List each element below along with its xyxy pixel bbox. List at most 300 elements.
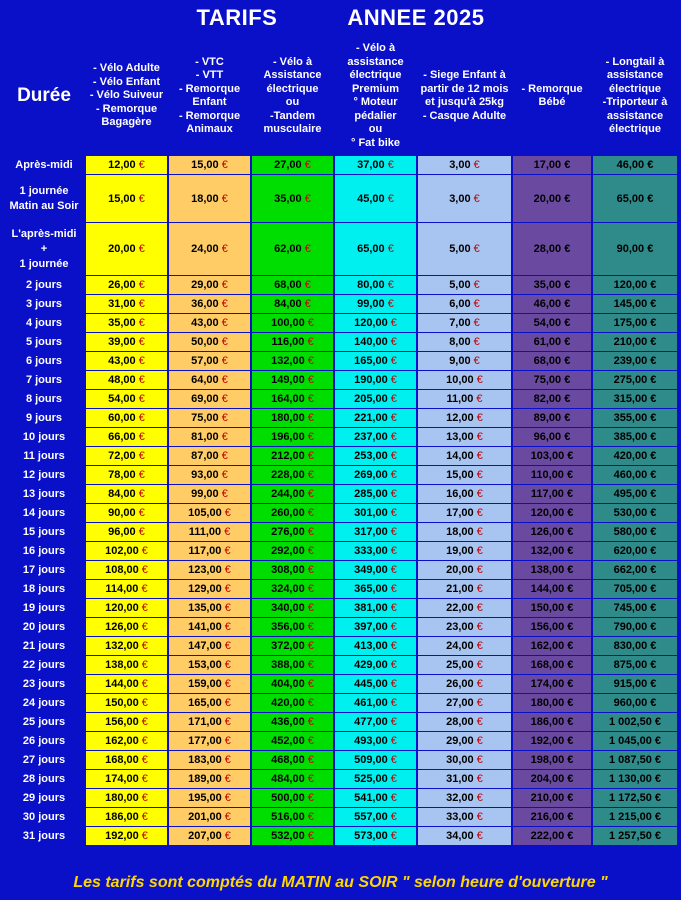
price-velo-adulte bbox=[86, 223, 167, 275]
price-value: 745,00 € bbox=[613, 602, 657, 614]
price-value: 20,00 bbox=[446, 564, 474, 576]
price-value: 308,00 bbox=[271, 564, 305, 576]
euro-symbol: € bbox=[307, 735, 314, 747]
euro-symbol: € bbox=[307, 678, 314, 690]
price-value: 18,00 bbox=[446, 526, 474, 538]
price-value: 9,00 bbox=[449, 355, 471, 367]
euro-symbol: € bbox=[141, 640, 148, 652]
header-remorque-bebe: - Remorque Bébé bbox=[513, 37, 591, 155]
price-value: 96,00 € bbox=[533, 431, 571, 443]
euro-symbol: € bbox=[390, 469, 397, 481]
price-vae bbox=[252, 409, 333, 427]
price-value: 103,00 € bbox=[530, 450, 574, 462]
price-longtail bbox=[593, 223, 677, 275]
euro-symbol: € bbox=[221, 336, 228, 348]
price-value: 144,00 € bbox=[530, 583, 574, 595]
price-remorque-bebe bbox=[513, 390, 591, 408]
price-value: 385,00 € bbox=[613, 431, 657, 443]
price-value: 43,00 bbox=[108, 355, 136, 367]
price-value: 102,00 bbox=[105, 545, 139, 557]
price-velo-adulte bbox=[86, 599, 167, 617]
table-row bbox=[4, 447, 677, 465]
duration-label: 11 jours bbox=[4, 447, 84, 465]
euro-symbol: € bbox=[390, 621, 397, 633]
price-vae bbox=[252, 371, 333, 389]
price-value: 87,00 bbox=[191, 450, 219, 462]
price-velo-adulte bbox=[86, 751, 167, 769]
price-remorque-bebe bbox=[513, 789, 591, 807]
price-value: 18,00 bbox=[191, 192, 219, 205]
price-siege-enfant bbox=[418, 523, 511, 541]
price-value: 198,00 € bbox=[530, 754, 574, 766]
euro-symbol: € bbox=[224, 773, 231, 785]
price-remorque-bebe bbox=[513, 656, 591, 674]
price-value: 123,00 bbox=[188, 564, 222, 576]
price-value: 195,00 bbox=[188, 792, 222, 804]
euro-symbol: € bbox=[473, 317, 480, 329]
price-siege-enfant bbox=[418, 675, 511, 693]
price-siege-enfant bbox=[418, 542, 511, 560]
euro-symbol: € bbox=[224, 659, 231, 671]
price-longtail bbox=[593, 466, 677, 484]
price-siege-enfant bbox=[418, 637, 511, 655]
price-value: 80,00 bbox=[357, 279, 385, 291]
price-vtc bbox=[169, 447, 250, 465]
duration-label: 24 jours bbox=[4, 694, 84, 712]
price-value: 132,00 bbox=[105, 640, 139, 652]
price-siege-enfant bbox=[418, 156, 511, 174]
euro-symbol: € bbox=[390, 640, 397, 652]
euro-symbol: € bbox=[138, 192, 145, 205]
price-value: 111,00 bbox=[188, 526, 222, 538]
euro-symbol: € bbox=[390, 374, 397, 386]
price-value: 84,00 bbox=[274, 298, 302, 310]
price-vtc bbox=[169, 580, 250, 598]
price-value: 253,00 bbox=[354, 450, 388, 462]
price-value: 24,00 bbox=[446, 640, 474, 652]
euro-symbol: € bbox=[221, 279, 228, 291]
price-remorque-bebe bbox=[513, 770, 591, 788]
price-vae-premium bbox=[335, 314, 416, 332]
euro-symbol: € bbox=[224, 507, 231, 519]
price-value: 150,00 bbox=[105, 697, 139, 709]
euro-symbol: € bbox=[476, 640, 483, 652]
price-vae bbox=[252, 428, 333, 446]
price-value: 35,00 bbox=[274, 192, 302, 205]
euro-symbol: € bbox=[224, 640, 231, 652]
price-siege-enfant bbox=[418, 175, 511, 222]
table-row bbox=[4, 371, 677, 389]
euro-symbol: € bbox=[473, 279, 480, 291]
price-remorque-bebe bbox=[513, 827, 591, 845]
price-vae-premium bbox=[335, 580, 416, 598]
euro-symbol: € bbox=[307, 545, 314, 557]
price-value: 28,00 € bbox=[533, 243, 571, 255]
price-value: 530,00 € bbox=[613, 507, 657, 519]
price-value: 149,00 bbox=[271, 374, 305, 386]
price-siege-enfant bbox=[418, 333, 511, 351]
price-value: 1 002,50 € bbox=[609, 716, 661, 728]
price-value: 177,00 bbox=[188, 735, 222, 747]
price-siege-enfant bbox=[418, 466, 511, 484]
price-vae bbox=[252, 485, 333, 503]
euro-symbol: € bbox=[224, 621, 231, 633]
duration-label: L'après-midi + 1 journée bbox=[4, 223, 84, 275]
euro-symbol: € bbox=[476, 431, 483, 443]
price-vae bbox=[252, 618, 333, 636]
duration-label: 23 jours bbox=[4, 675, 84, 693]
price-remorque-bebe bbox=[513, 428, 591, 446]
euro-symbol: € bbox=[390, 488, 397, 500]
price-value: 46,00 € bbox=[533, 298, 571, 310]
price-vae bbox=[252, 466, 333, 484]
duration-label: 7 jours bbox=[4, 371, 84, 389]
blank-cell bbox=[4, 846, 84, 858]
euro-symbol: € bbox=[307, 507, 314, 519]
price-vtc bbox=[169, 561, 250, 579]
price-value: 557,00 bbox=[354, 811, 388, 823]
table-row bbox=[4, 561, 677, 579]
duration-label: 29 jours bbox=[4, 789, 84, 807]
price-vtc bbox=[169, 827, 250, 845]
price-value: 129,00 bbox=[188, 583, 222, 595]
euro-symbol: € bbox=[390, 583, 397, 595]
euro-symbol: € bbox=[221, 159, 228, 171]
euro-symbol: € bbox=[304, 279, 311, 291]
table-row bbox=[4, 599, 677, 617]
price-value: 69,00 bbox=[191, 393, 219, 405]
price-velo-adulte bbox=[86, 637, 167, 655]
price-value: 30,00 bbox=[446, 754, 474, 766]
price-remorque-bebe bbox=[513, 751, 591, 769]
price-value: 17,00 bbox=[446, 507, 474, 519]
price-value: 78,00 bbox=[108, 469, 136, 481]
euro-symbol: € bbox=[138, 159, 145, 171]
price-value: 31,00 bbox=[446, 773, 474, 785]
price-value: 60,00 bbox=[108, 412, 136, 424]
price-vae-premium bbox=[335, 789, 416, 807]
euro-symbol: € bbox=[307, 659, 314, 671]
price-value: 190,00 bbox=[354, 374, 388, 386]
price-vtc bbox=[169, 276, 250, 294]
price-siege-enfant bbox=[418, 447, 511, 465]
price-value: 120,00 bbox=[354, 317, 388, 329]
price-value: 317,00 bbox=[354, 526, 388, 538]
price-siege-enfant bbox=[418, 656, 511, 674]
duration-label: 26 jours bbox=[4, 732, 84, 750]
price-value: 132,00 € bbox=[530, 545, 574, 557]
duration-label: 19 jours bbox=[4, 599, 84, 617]
euro-symbol: € bbox=[476, 792, 483, 804]
euro-symbol: € bbox=[141, 811, 148, 823]
price-value: 183,00 bbox=[188, 754, 222, 766]
price-vae-premium bbox=[335, 732, 416, 750]
price-value: 11,00 bbox=[446, 393, 474, 405]
price-value: 525,00 bbox=[354, 773, 388, 785]
price-vtc bbox=[169, 713, 250, 731]
euro-symbol: € bbox=[390, 412, 397, 424]
price-longtail bbox=[593, 504, 677, 522]
blank-cell bbox=[593, 846, 677, 858]
price-siege-enfant bbox=[418, 751, 511, 769]
euro-symbol: € bbox=[476, 469, 483, 481]
table-row bbox=[4, 694, 677, 712]
price-longtail bbox=[593, 751, 677, 769]
euro-symbol: € bbox=[390, 393, 397, 405]
euro-symbol: € bbox=[390, 716, 397, 728]
price-value: 126,00 € bbox=[530, 526, 574, 538]
price-value: 84,00 bbox=[108, 488, 136, 500]
price-value: 39,00 bbox=[108, 336, 136, 348]
euro-symbol: € bbox=[138, 412, 145, 424]
price-value: 120,00 € bbox=[530, 507, 574, 519]
price-value: 186,00 € bbox=[530, 716, 574, 728]
price-value: 65,00 bbox=[357, 243, 385, 255]
price-vtc bbox=[169, 675, 250, 693]
price-vae bbox=[252, 523, 333, 541]
price-siege-enfant bbox=[418, 580, 511, 598]
table-row bbox=[4, 333, 677, 351]
price-vtc bbox=[169, 637, 250, 655]
price-longtail bbox=[593, 675, 677, 693]
price-value: 82,00 € bbox=[533, 393, 571, 405]
euro-symbol: € bbox=[476, 393, 483, 405]
price-longtail bbox=[593, 599, 677, 617]
header-vtc: - VTC - VTT - Remorque Enfant - Remorque Animaux bbox=[169, 37, 250, 155]
euro-symbol: € bbox=[476, 374, 483, 386]
price-value: 164,00 bbox=[271, 393, 305, 405]
blank-cell bbox=[335, 846, 416, 858]
euro-symbol: € bbox=[476, 830, 483, 842]
euro-symbol: € bbox=[221, 488, 228, 500]
euro-symbol: € bbox=[390, 792, 397, 804]
price-value: 20,00 € bbox=[533, 192, 571, 205]
price-longtail bbox=[593, 485, 677, 503]
table-row bbox=[4, 352, 677, 370]
euro-symbol: € bbox=[224, 678, 231, 690]
price-siege-enfant bbox=[418, 618, 511, 636]
price-vae-premium bbox=[335, 409, 416, 427]
duration-label: 15 jours bbox=[4, 523, 84, 541]
price-value: 15,00 bbox=[446, 469, 474, 481]
price-siege-enfant bbox=[418, 352, 511, 370]
duration-label: 3 jours bbox=[4, 295, 84, 313]
euro-symbol: € bbox=[476, 526, 483, 538]
price-vtc bbox=[169, 523, 250, 541]
euro-symbol: € bbox=[390, 431, 397, 443]
euro-symbol: € bbox=[476, 697, 483, 709]
price-longtail bbox=[593, 409, 677, 427]
euro-symbol: € bbox=[390, 811, 397, 823]
price-value: 120,00 € bbox=[613, 279, 657, 291]
euro-symbol: € bbox=[307, 792, 314, 804]
price-remorque-bebe bbox=[513, 637, 591, 655]
price-value: 108,00 bbox=[105, 564, 139, 576]
price-vae-premium bbox=[335, 390, 416, 408]
price-value: 23,00 bbox=[446, 621, 474, 633]
price-vtc bbox=[169, 428, 250, 446]
price-siege-enfant bbox=[418, 732, 511, 750]
price-vae-premium bbox=[335, 523, 416, 541]
price-vae-premium bbox=[335, 561, 416, 579]
euro-symbol: € bbox=[307, 336, 314, 348]
price-vtc bbox=[169, 314, 250, 332]
price-value: 436,00 bbox=[271, 716, 305, 728]
euro-symbol: € bbox=[224, 526, 231, 538]
price-value: 75,00 € bbox=[533, 374, 571, 386]
price-remorque-bebe bbox=[513, 580, 591, 598]
duration-label: 6 jours bbox=[4, 352, 84, 370]
price-value: 6,00 bbox=[449, 298, 471, 310]
euro-symbol: € bbox=[141, 754, 148, 766]
price-longtail bbox=[593, 808, 677, 826]
euro-symbol: € bbox=[307, 412, 314, 424]
price-vae-premium bbox=[335, 637, 416, 655]
price-vae bbox=[252, 599, 333, 617]
duration-label: 1 journée Matin au Soir bbox=[4, 175, 84, 222]
price-value: 1 130,00 € bbox=[609, 773, 661, 785]
price-value: 573,00 bbox=[354, 830, 388, 842]
price-value: 90,00 € bbox=[616, 243, 654, 255]
euro-symbol: € bbox=[476, 564, 483, 576]
header-row bbox=[4, 37, 677, 155]
price-value: 14,00 bbox=[446, 450, 474, 462]
price-value: 99,00 bbox=[357, 298, 385, 310]
price-value: 110,00 € bbox=[530, 469, 574, 481]
duration-label: 13 jours bbox=[4, 485, 84, 503]
price-value: 404,00 bbox=[271, 678, 305, 690]
euro-symbol: € bbox=[476, 412, 483, 424]
table-row bbox=[4, 542, 677, 560]
price-vae-premium bbox=[335, 485, 416, 503]
price-value: 168,00 € bbox=[530, 659, 574, 671]
price-velo-adulte bbox=[86, 276, 167, 294]
table-row bbox=[4, 751, 677, 769]
price-value: 10,00 bbox=[446, 374, 474, 386]
price-vae bbox=[252, 175, 333, 222]
price-value: 16,00 bbox=[446, 488, 474, 500]
euro-symbol: € bbox=[390, 659, 397, 671]
price-value: 144,00 bbox=[105, 678, 139, 690]
price-vae-premium bbox=[335, 447, 416, 465]
price-vae-premium bbox=[335, 656, 416, 674]
euro-symbol: € bbox=[141, 792, 148, 804]
price-value: 20,00 bbox=[108, 243, 136, 255]
header-siege-enfant: - Siege Enfant à partir de 12 mois et jusqu'à 25kg - Casque Adulte bbox=[418, 37, 511, 155]
price-value: 420,00 € bbox=[613, 450, 657, 462]
price-remorque-bebe bbox=[513, 175, 591, 222]
euro-symbol: € bbox=[307, 811, 314, 823]
euro-symbol: € bbox=[224, 754, 231, 766]
price-vae-premium bbox=[335, 713, 416, 731]
price-velo-adulte bbox=[86, 504, 167, 522]
euro-symbol: € bbox=[390, 545, 397, 557]
price-value: 168,00 bbox=[105, 754, 139, 766]
price-siege-enfant bbox=[418, 808, 511, 826]
price-value: 12,00 bbox=[446, 412, 474, 424]
euro-symbol: € bbox=[138, 450, 145, 462]
table-row bbox=[4, 504, 677, 522]
price-value: 239,00 € bbox=[613, 355, 657, 367]
price-velo-adulte bbox=[86, 713, 167, 731]
price-velo-adulte bbox=[86, 156, 167, 174]
euro-symbol: € bbox=[221, 393, 228, 405]
price-longtail bbox=[593, 656, 677, 674]
price-value: 460,00 € bbox=[613, 469, 657, 481]
table-row bbox=[4, 156, 677, 174]
price-vae-premium bbox=[335, 295, 416, 313]
euro-symbol: € bbox=[138, 317, 145, 329]
price-longtail bbox=[593, 542, 677, 560]
price-velo-adulte bbox=[86, 656, 167, 674]
price-vae bbox=[252, 504, 333, 522]
price-value: 174,00 € bbox=[530, 678, 574, 690]
price-velo-adulte bbox=[86, 618, 167, 636]
price-value: 580,00 € bbox=[613, 526, 657, 538]
price-value: 662,00 € bbox=[613, 564, 657, 576]
price-vae-premium bbox=[335, 770, 416, 788]
price-siege-enfant bbox=[418, 789, 511, 807]
duration-label: 27 jours bbox=[4, 751, 84, 769]
euro-symbol: € bbox=[387, 298, 394, 310]
euro-symbol: € bbox=[307, 640, 314, 652]
price-value: 43,00 bbox=[191, 317, 219, 329]
euro-symbol: € bbox=[141, 716, 148, 728]
price-vtc bbox=[169, 656, 250, 674]
blank-cell bbox=[169, 846, 250, 858]
price-siege-enfant bbox=[418, 599, 511, 617]
title-year: ANNEE 2025 bbox=[347, 5, 485, 30]
price-value: 532,00 bbox=[271, 830, 305, 842]
price-value: 117,00 € bbox=[530, 488, 574, 500]
euro-symbol: € bbox=[476, 811, 483, 823]
euro-symbol: € bbox=[387, 243, 394, 255]
euro-symbol: € bbox=[476, 716, 483, 728]
price-value: 244,00 bbox=[271, 488, 305, 500]
duration-label: 31 jours bbox=[4, 827, 84, 845]
euro-symbol: € bbox=[221, 431, 228, 443]
price-value: 64,00 bbox=[191, 374, 219, 386]
price-longtail bbox=[593, 523, 677, 541]
price-remorque-bebe bbox=[513, 732, 591, 750]
price-vae-premium bbox=[335, 223, 416, 275]
price-value: 117,00 bbox=[188, 545, 222, 557]
price-vae-premium bbox=[335, 694, 416, 712]
title-tarifs: TARIFS bbox=[196, 5, 278, 30]
price-value: 72,00 bbox=[108, 450, 136, 462]
euro-symbol: € bbox=[476, 583, 483, 595]
duration-label: Après-midi bbox=[4, 156, 84, 174]
price-vae bbox=[252, 447, 333, 465]
price-velo-adulte bbox=[86, 561, 167, 579]
price-remorque-bebe bbox=[513, 447, 591, 465]
price-value: 61,00 € bbox=[533, 336, 571, 348]
price-value: 541,00 bbox=[354, 792, 388, 804]
duration-label: 10 jours bbox=[4, 428, 84, 446]
euro-symbol: € bbox=[141, 697, 148, 709]
price-value: 174,00 bbox=[105, 773, 139, 785]
tariff-body bbox=[4, 156, 677, 858]
euro-symbol: € bbox=[307, 374, 314, 386]
price-longtail bbox=[593, 295, 677, 313]
price-vae bbox=[252, 223, 333, 275]
euro-symbol: € bbox=[138, 374, 145, 386]
euro-symbol: € bbox=[307, 526, 314, 538]
price-value: 495,00 € bbox=[613, 488, 657, 500]
euro-symbol: € bbox=[390, 830, 397, 842]
euro-symbol: € bbox=[476, 773, 483, 785]
price-vtc bbox=[169, 485, 250, 503]
